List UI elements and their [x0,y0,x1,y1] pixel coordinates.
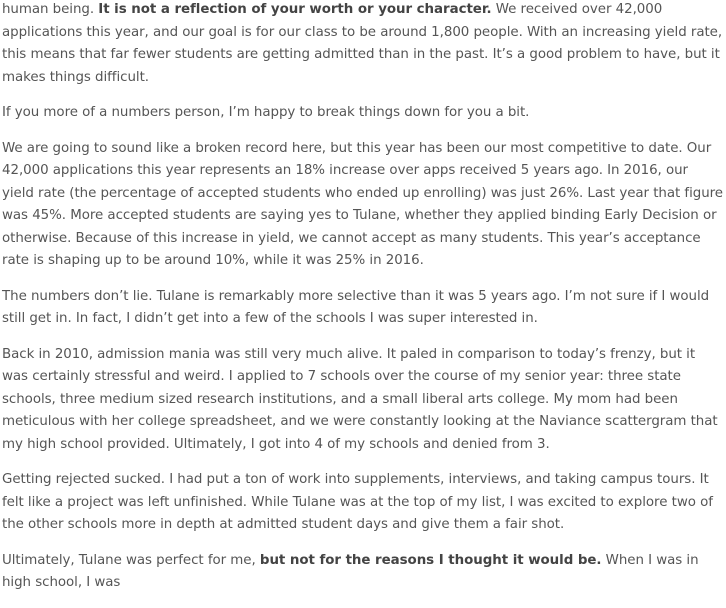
paragraph-selectivity: The numbers don’t lie. Tulane is remarkably more selective than it was 5 years ago. I’m not sure if I would still get in. In fact, I didn’t get into a few of the schools I was super interested in. [2,288,710,326]
paragraph-text: human being. [2,2,99,17]
paragraph-worth [2,0,724,89]
paragraph-text: When I was in high school, I was [2,552,699,590]
paragraph-text: We received over 42,000 applications this year, and our goal is for our class to be around 1,800 people. With an increasing yield rate, this means that far fewer students are getting admitted than in the past. It’s a good problem to have, but it makes things difficult. [2,2,723,85]
paragraph-tulane-fit [2,550,724,595]
paragraph-2010-story: Back in 2010, admission mania was still very much alive. It paled in comparison to today’s frenzy, but it was certainly stressful and weird. I applied to 7 schools over the course of my senior year: three state schools, three medium sized research institutions, and a small liberal arts college. My mom had been meticulous with her college spreadsheet, and we were constantly looking at the Naviance scattergram that my high school provided. Ultimately, I got into 4 of my schools and denied from 3. [2,346,718,452]
article-body [2,0,724,608]
paragraph-statistics: We are going to sound like a broken record here, but this year has been our most competitive to date. Our 42,000 applications this year represents an 18% increase over apps received 5 years ago. In 2016, our yield rate (the percentage of accepted students who ended up enrolling) was just 26%. Last year that figure was 45%. More accepted students are saying yes to Tulane, whether they applied binding Early Decision or otherwise. Because of this increase in yield, we cannot accept as many students. This year’s acceptance rate is shaping up to be around 10%, while it was 25% in 2016. [2,140,723,268]
paragraph-numbers-intro: If you more of a numbers person, I’m happy to break things down for you a bit. [2,105,530,120]
paragraph-text: Ultimately, Tulane was perfect for me, [2,552,260,568]
bold-emphasis: but not for the reasons I thought it would be. [259,552,602,568]
paragraph-rejection: Getting rejected sucked. I had put a ton of work into supplements, interviews, and taking campus tours. It felt like a project was left unfinished. While Tulane was at the top of my list, I was excited to explore two of the other schools more in depth at admitted student days and give them a fair shot. [2,472,713,532]
bold-emphasis: It is not a reflection of your worth or your character. [98,2,492,17]
